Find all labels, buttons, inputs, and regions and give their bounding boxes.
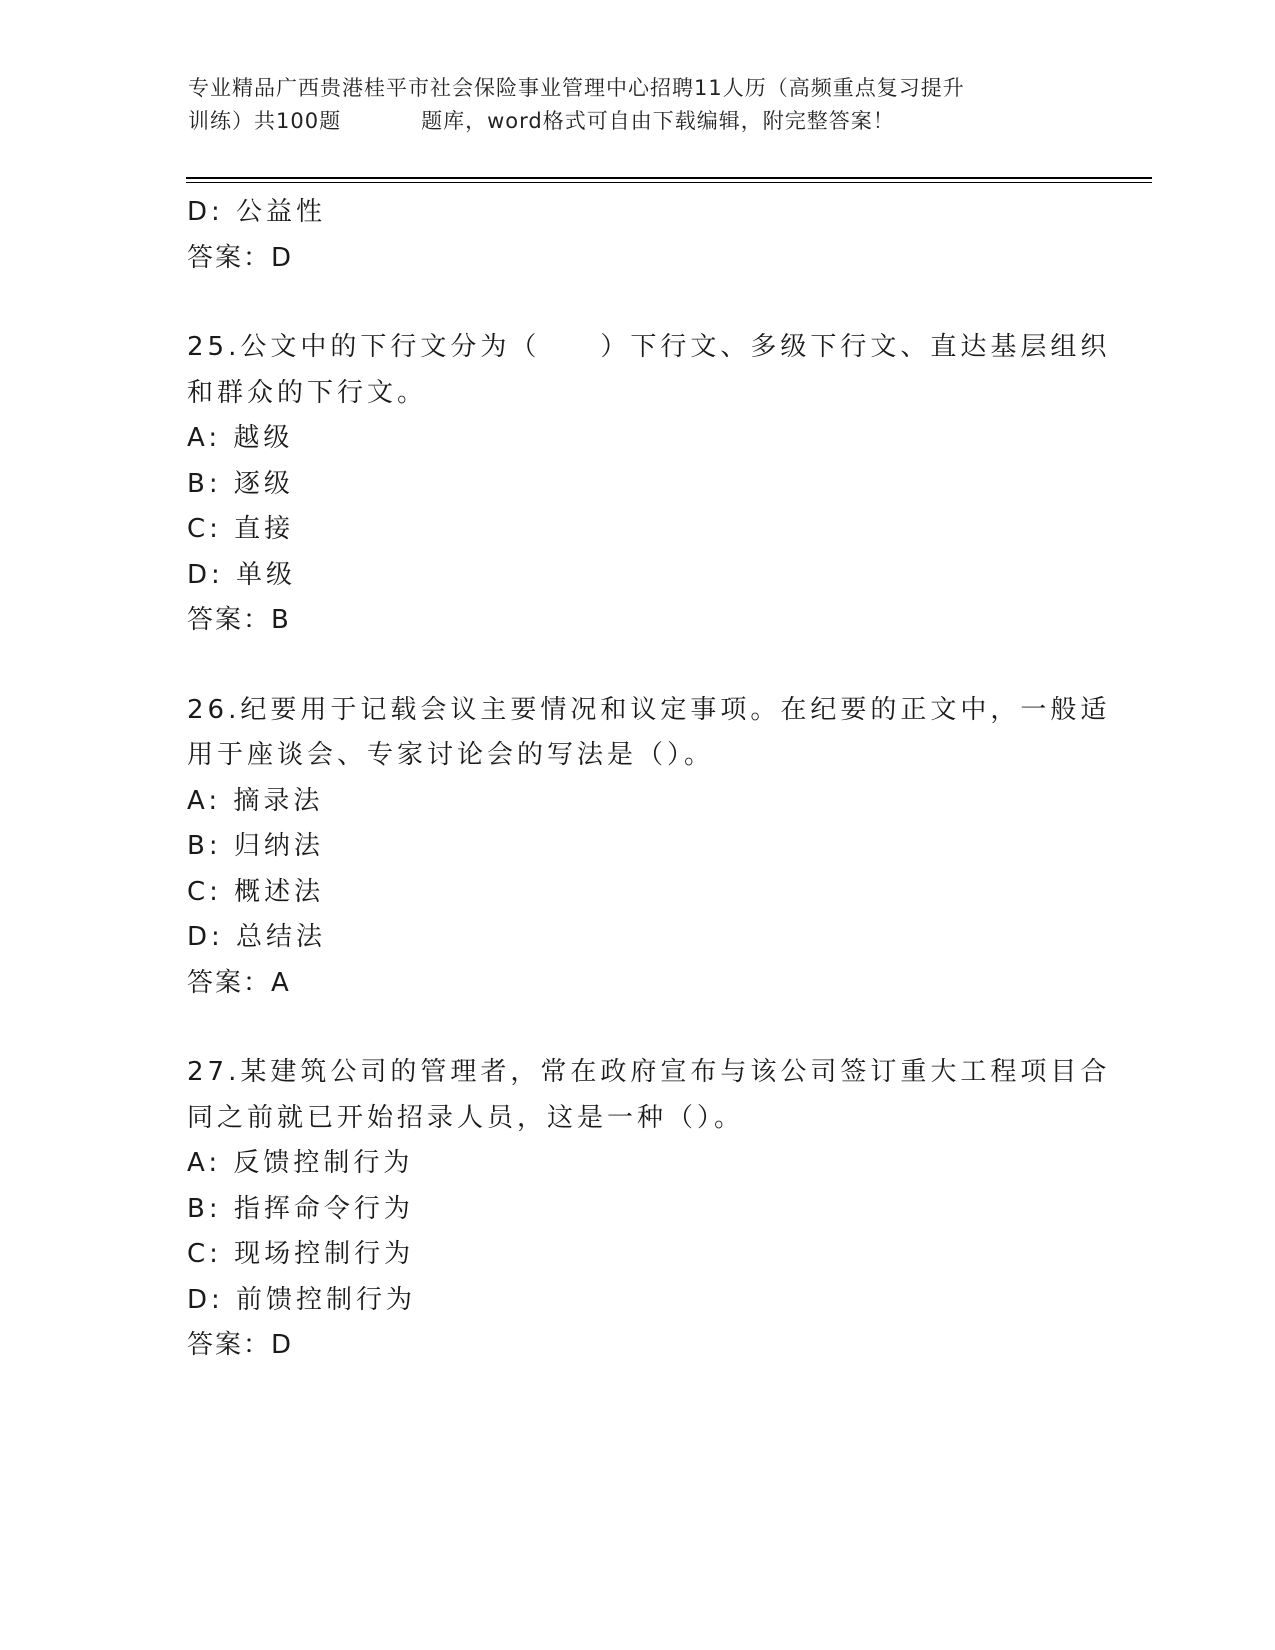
question-text-line-2: 同之前就已开始招录人员，这是一种（）。 <box>187 1102 745 1133</box>
option-d: D: 前馈控制行为 <box>187 1284 417 1315</box>
question-text-line-1: 27.某建筑公司的管理者，常在政府宣布与该公司签订重大工程项目合 <box>187 1057 1111 1087</box>
answer: 答案：B <box>187 605 291 635</box>
question-list <box>187 190 1111 1369</box>
option-a: A: 越级 <box>187 423 294 453</box>
header-line-1: 专业精品广西贵港桂平市社会保险事业管理中心招聘11人历（高频重点复习提升 <box>188 76 965 100</box>
option-a: A: 摘录法 <box>187 785 324 816</box>
answer: 答案：A <box>187 967 291 998</box>
option-a: A: 反馈控制行为 <box>187 1148 414 1178</box>
option-d: D: 公益性 <box>187 197 327 227</box>
header-line-2-right: 题库，word格式可自由下载编辑，附完整答案！ <box>421 109 895 133</box>
header-rule-thick <box>186 177 1152 179</box>
option-d: D: 单级 <box>187 559 297 590</box>
option-b: B: 逐级 <box>187 468 294 499</box>
option-c: C: 现场控制行为 <box>187 1239 415 1269</box>
question-text-line-1: 26.纪要用于记载会议主要情况和议定事项。在纪要的正文中，一般适 <box>187 694 1111 725</box>
question-text-line-1: 25.公文中的下行文分为（ ）下行文、多级下行文、直达基层组织 <box>187 332 1111 362</box>
option-c: C: 直接 <box>187 514 295 544</box>
question-25 <box>187 325 1111 644</box>
option-b: B: 指挥命令行为 <box>187 1193 414 1224</box>
option-c: C: 概述法 <box>187 876 325 907</box>
header-line-2-left: 训练）共100题 <box>188 109 342 133</box>
option-b: B: 归纳法 <box>187 831 324 861</box>
previous-question-tail <box>187 190 1087 281</box>
question-text-line-2: 和群众的下行文。 <box>187 377 428 408</box>
page-header <box>188 72 1088 138</box>
header-rule-thin <box>186 182 1152 183</box>
answer: 答案：D <box>187 1330 294 1360</box>
answer: 答案：D <box>187 242 294 273</box>
question-text-line-2: 用于座谈会、专家讨论会的写法是（）。 <box>187 740 715 770</box>
question-26 <box>187 688 1111 1007</box>
header-line-2 <box>188 105 1088 138</box>
option-d: D: 总结法 <box>187 922 327 952</box>
question-27 <box>187 1050 1111 1369</box>
